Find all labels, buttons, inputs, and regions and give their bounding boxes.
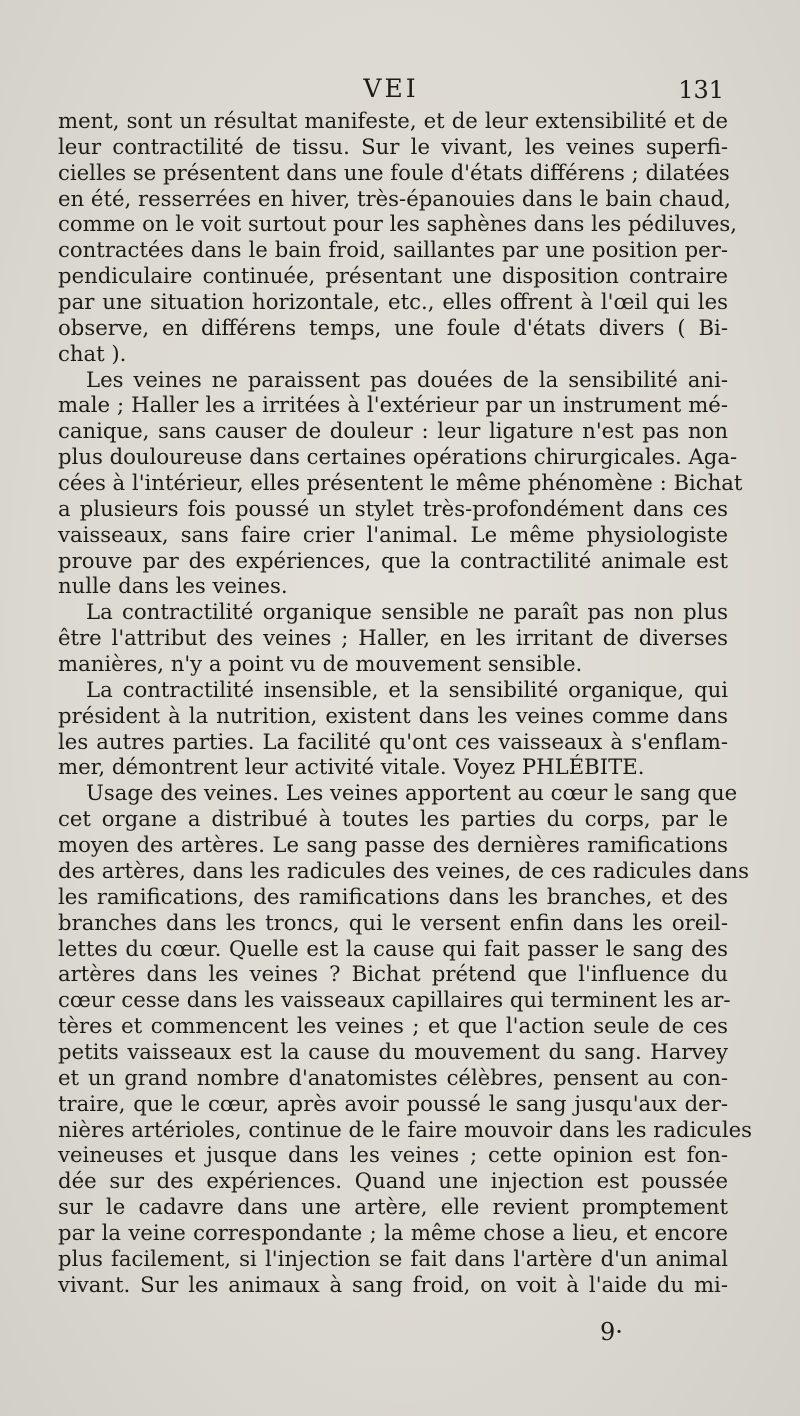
- text-line: des artères, dans les radicules des veines, de ces radicules dans: [58, 857, 750, 883]
- text-line: traire, que le cœur, après avoir poussé le sang jusqu'aux der-: [58, 1090, 728, 1116]
- text-line: président à la nutrition, existent dans les veines comme dans: [58, 702, 728, 728]
- text-line: mer, démontrent leur activité vitale. Voyez PHLÉBITE.: [58, 754, 645, 780]
- text-line: nulle dans les veines.: [58, 573, 288, 599]
- text-line: les ramifications, des ramifications dans les branches, et des: [58, 883, 728, 909]
- text-line: être l'attribut des veines ; Haller, en les irritant de diverses: [58, 625, 728, 651]
- text-line: male ; Haller les a irritées à l'extérieur par un instrument mé-: [58, 392, 728, 418]
- text-line: et un grand nombre d'anatomistes célèbres, pensent au con-: [58, 1064, 728, 1090]
- text-line: canique, sans causer de douleur : leur ligature n'est pas non: [58, 418, 728, 444]
- text-line: plus douloureuse dans certaines opérations chirurgicales. Aga-: [58, 444, 738, 470]
- text-line: sur le cadavre dans une artère, elle revient promptement: [58, 1194, 728, 1220]
- text-line: veineuses et jusque dans les veines ; cette opinion est fon-: [58, 1142, 728, 1168]
- text-line: plus facilement, si l'injection se fait dans l'artère d'un animal: [58, 1245, 728, 1271]
- text-line: cielles se présentent dans une foule d'états différens ; dilatées: [58, 159, 730, 185]
- text-line: cées à l'intérieur, elles présentent le même phénomène : Bichat: [58, 470, 743, 496]
- body-text: [58, 108, 753, 1298]
- text-line: contractées dans le bain froid, saillantes par une position per-: [58, 237, 728, 263]
- text-line: cet organe a distribué à toutes les parties du corps, par le: [58, 806, 728, 832]
- paragraph-start-line: La contractilité organique sensible ne paraît pas non plus: [86, 599, 728, 625]
- text-line: branches dans les troncs, qui le versent enfin dans les oreil-: [58, 909, 728, 935]
- text-line: tères et commencent les veines ; et que l'action seule de ces: [58, 1013, 728, 1039]
- running-head: VEI: [363, 74, 419, 103]
- text-line: chat ).: [58, 340, 127, 366]
- text-line: lettes du cœur. Quelle est la cause qui fait passer le sang des: [58, 935, 728, 961]
- text-line: nières artérioles, continue de le faire mouvoir dans les radicules: [58, 1116, 753, 1142]
- page-header: [58, 74, 724, 110]
- text-line: manières, n'y a point vu de mouvement sensible.: [58, 651, 583, 677]
- text-line: leur contractilité de tissu. Sur le vivant, les veines superfi-: [58, 133, 728, 159]
- text-line: vaisseaux, sans faire crier l'animal. Le même physiologiste: [58, 521, 728, 547]
- text-line: par la veine correspondante ; la même chose a lieu, et encore: [58, 1219, 728, 1245]
- text-line: les autres parties. La facilité qu'ont ces vaisseaux à s'enflam-: [58, 728, 728, 754]
- text-line: petits vaisseaux est la cause du mouvement du sang. Harvey: [58, 1038, 728, 1064]
- text-line: a plusieurs fois poussé un stylet très-profondément dans ces: [58, 495, 728, 521]
- text-line: pendiculaire continuée, présentant une disposition contraire: [58, 263, 728, 289]
- text-line: observe, en différens temps, une foule d'états divers ( Bi-: [58, 314, 728, 340]
- text-line: artères dans les veines ? Bichat prétend que l'influence du: [58, 961, 728, 987]
- text-line: cœur cesse dans les vaisseaux capillaires qui terminent les ar-: [58, 987, 731, 1013]
- text-line: moyen des artères. Le sang passe des dernières ramifications: [58, 832, 728, 858]
- text-line: en été, resserrées en hiver, très-épanouies dans le bain chaud,: [58, 185, 731, 211]
- text-line: dée sur des expériences. Quand une injection est poussée: [58, 1168, 728, 1194]
- paragraph-start-line: La contractilité insensible, et la sensibilité organique, qui: [86, 676, 728, 702]
- paragraph-start-line: Usage des veines. Les veines apportent au cœur le sang que: [86, 780, 738, 806]
- text-line: ment, sont un résultat manifeste, et de leur extensibilité et de: [58, 108, 728, 133]
- text-line: prouve par des expériences, que la contractilité animale est: [58, 547, 728, 573]
- paragraph-start-line: Les veines ne paraissent pas douées de la sensibilité ani-: [86, 366, 728, 392]
- text-line: par une situation horizontale, etc., elles offrent à l'œil qui les: [58, 289, 728, 315]
- text-line: vivant. Sur les animaux à sang froid, on voit à l'aide du mi-: [58, 1271, 728, 1297]
- text-line: comme on le voit surtout pour les saphènes dans les pédiluves,: [58, 211, 737, 237]
- signature-mark: 9·: [600, 1318, 623, 1346]
- page-number: 131: [678, 76, 724, 104]
